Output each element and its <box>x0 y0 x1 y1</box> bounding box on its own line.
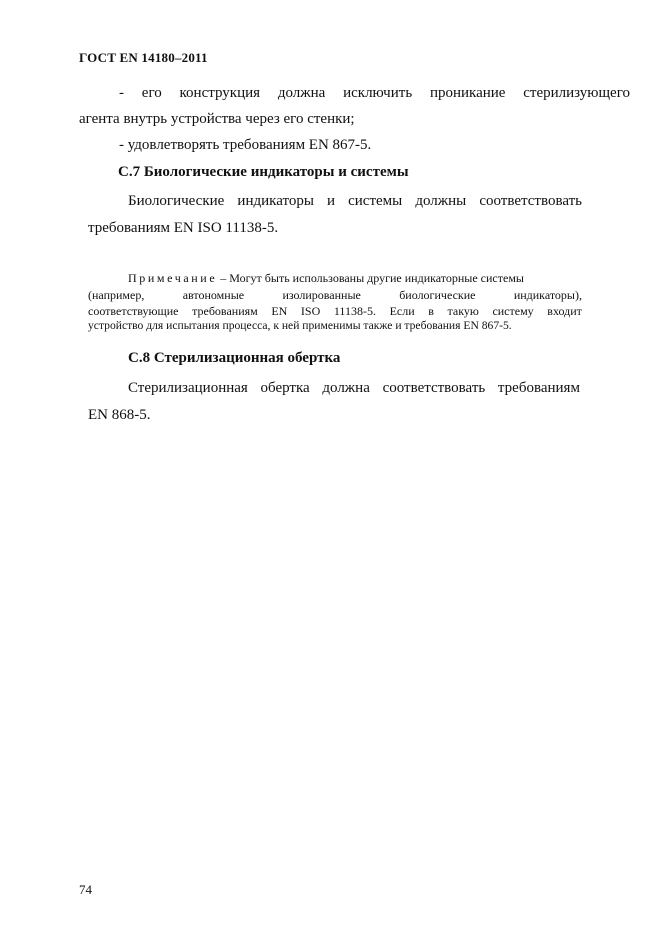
note-line-2 <box>88 289 582 301</box>
section-c8-line-2: EN 868-5. <box>88 407 151 423</box>
section-c8-line-1 <box>128 381 580 396</box>
section-c7-word: соответствовать <box>479 193 582 209</box>
section-c7-line-2: требованиям EN ISO 11138-5. <box>88 220 279 236</box>
note-line-3-word: Если <box>389 304 415 318</box>
note-label: Примечание <box>128 271 218 285</box>
list-item-1-word: конструкция <box>179 85 261 101</box>
note-line-3-word: EN <box>271 304 288 318</box>
note-line-2-word: изолированные <box>282 288 361 302</box>
section-c8-word: требованиям <box>497 380 580 396</box>
list-item-1-word: проникание <box>429 85 506 101</box>
list-item-1-line-2: агента внутрь устройства через его стенки; <box>79 111 355 127</box>
note-line-3-word: систему <box>492 304 534 318</box>
note-line-2-word: индикаторы), <box>513 288 582 302</box>
document-header: ГОСТ EN 14180–2011 <box>79 50 208 65</box>
note-line-3-word: такую <box>447 304 479 318</box>
note-line-3-word: ISO <box>300 304 321 318</box>
section-c8-word: обертка <box>260 380 310 396</box>
note-line-1 <box>128 272 524 284</box>
section-c7-word: системы <box>348 193 403 209</box>
note-line-2-word: автономные <box>182 288 245 302</box>
list-item-1-word: стерилизующего <box>523 85 630 101</box>
section-c8-word: Стерилизационная <box>128 380 248 396</box>
note-line-2-word: (например, <box>88 288 145 302</box>
note-line-1-text: – Могут быть использованы другие индикаторные системы <box>217 271 524 285</box>
list-item-1-word: - <box>119 85 124 101</box>
note-line-3-word: требованиям <box>192 304 258 318</box>
list-item-1-word: должна <box>277 85 326 101</box>
section-c7-word: индикаторы <box>237 193 314 209</box>
note-line-3-word: 11138-5. <box>333 304 376 318</box>
section-c8-word: соответствовать <box>382 380 486 396</box>
section-c7-line-1 <box>128 194 582 209</box>
section-c7-heading: С.7 Биологические индикаторы и системы <box>118 164 409 180</box>
list-item-1-line-1 <box>119 86 630 101</box>
section-c7-word: должны <box>415 193 467 209</box>
section-c7-word: и <box>327 193 336 209</box>
note-line-3-word: входит <box>547 304 582 318</box>
section-c8-heading: С.8 Стерилизационная обертка <box>128 350 341 366</box>
note-line-3-word: в <box>428 304 434 318</box>
page-number: 74 <box>79 882 92 897</box>
note-line-3 <box>88 305 582 317</box>
section-c7-word: Биологические <box>128 193 225 209</box>
note-line-3-word: соответствующие <box>88 304 179 318</box>
list-item-1-word: его <box>141 85 162 101</box>
section-c8-word: должна <box>322 380 370 396</box>
note-line-4: устройство для испытания процесса, к ней применимы также и требования EN 867-5. <box>88 319 512 332</box>
note-line-2-word: биологические <box>399 288 476 302</box>
list-item-1-word: исключить <box>343 85 413 101</box>
list-item-2: - удовлетворять требованиям EN 867-5. <box>119 137 372 153</box>
